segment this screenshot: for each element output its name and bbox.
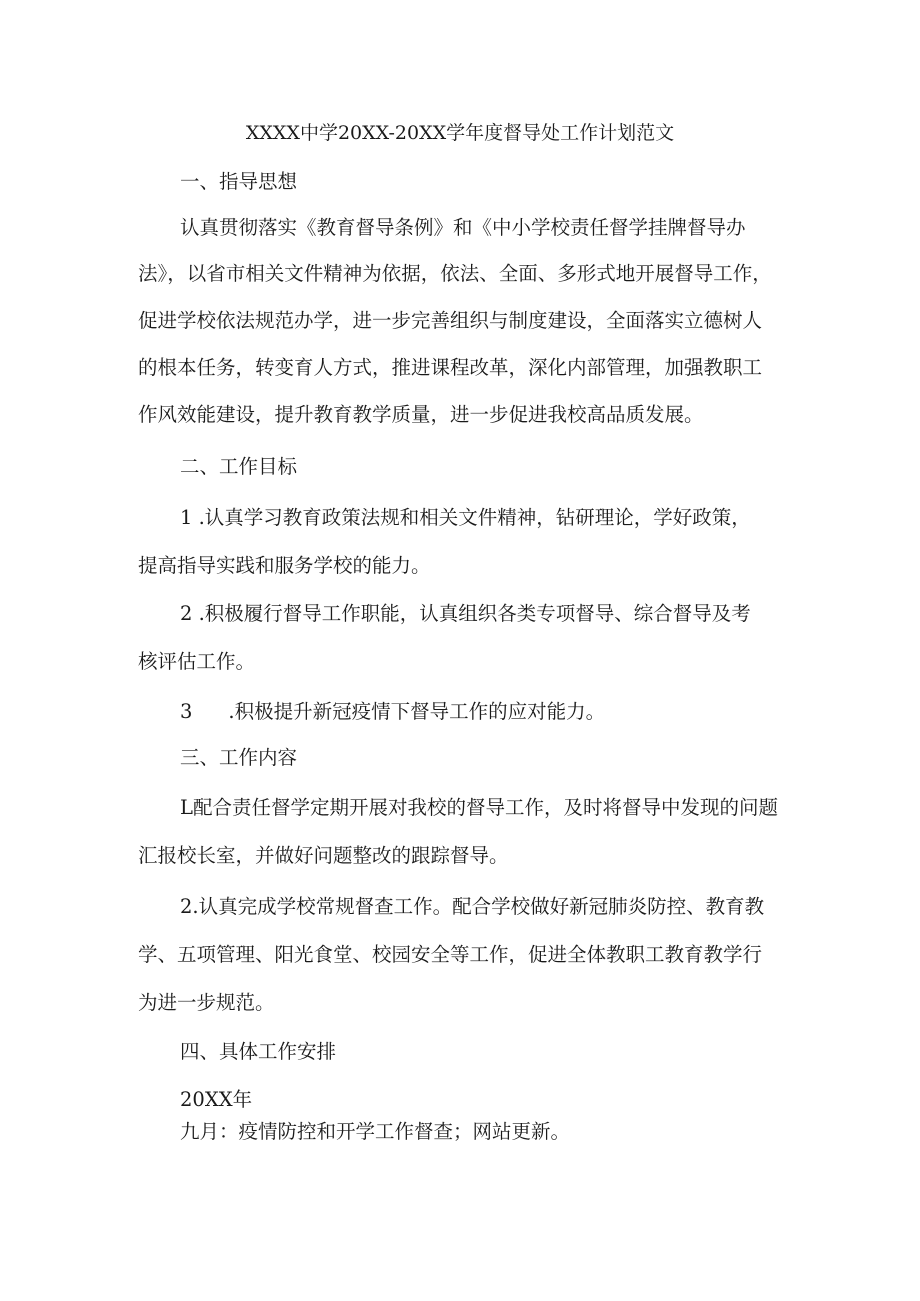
section-heading-guiding-ideology: 一、指导思想 — [180, 170, 298, 193]
schedule-item-september: 九月：疫情防控和开学工作督查；网站更新。 — [180, 1120, 571, 1143]
section-heading-work-schedule: 四、具体工作安排 — [180, 1040, 337, 1063]
paragraph-line: 认真贯彻落实《教育督导条例》和《中小学校责任督学挂牌督导办 — [180, 216, 746, 239]
paragraph-line: 作风效能建设，提升教育教学质量，进一步促进我校高品质发展。 — [138, 403, 704, 426]
list-item-line: 2 .积极履行督导工作职能，认真组织各类专项督导、综合督导及考 — [180, 602, 751, 625]
list-item-line: 汇报校长室，并做好问题整改的跟踪督导。 — [138, 844, 509, 867]
list-item-line: 2.认真完成学校常规督查工作。配合学校做好新冠肺炎防控、教育教 — [180, 895, 765, 918]
list-item-line: 为进一步规范。 — [138, 991, 275, 1014]
list-item-line — [180, 698, 840, 726]
paragraph-line: 促进学校依法规范办学，进一步完善组织与制度建设，全面落实立德树人 — [138, 309, 763, 332]
list-item-line: 提高指导实践和服务学校的能力。 — [138, 554, 431, 577]
list-item-line: 1 .认真学习教育政策法规和相关文件精神，钻研理论，学好政策， — [180, 506, 751, 529]
section-heading-work-goals: 二、工作目标 — [180, 455, 298, 478]
list-item-line: 核评估工作。 — [138, 650, 256, 673]
document-title: XXXX中学20XX-20XX学年度督导处工作计划范文 — [245, 122, 675, 144]
schedule-year: 20XX年 — [180, 1088, 253, 1111]
paragraph-line: 的根本任务，转变育人方式，推进课程改革，深化内部管理，加强教职工 — [138, 356, 763, 379]
list-item-text: .积极提升新冠疫情下督导工作的应对能力。 — [228, 700, 606, 723]
section-heading-work-content: 三、工作内容 — [180, 746, 298, 769]
paragraph-line: 法》，以省市相关文件精神为依据，依法、全面、多形式地开展督导工作， — [138, 262, 772, 285]
list-item-line: 学、五项管理、阳光食堂、校园安全等工作，促进全体教职工教育教学行 — [138, 943, 763, 966]
list-item-line: L配合责任督学定期开展对我校的督导工作，及时将督导中发现的问题 — [180, 796, 778, 819]
list-item-number: 3 — [180, 700, 193, 723]
